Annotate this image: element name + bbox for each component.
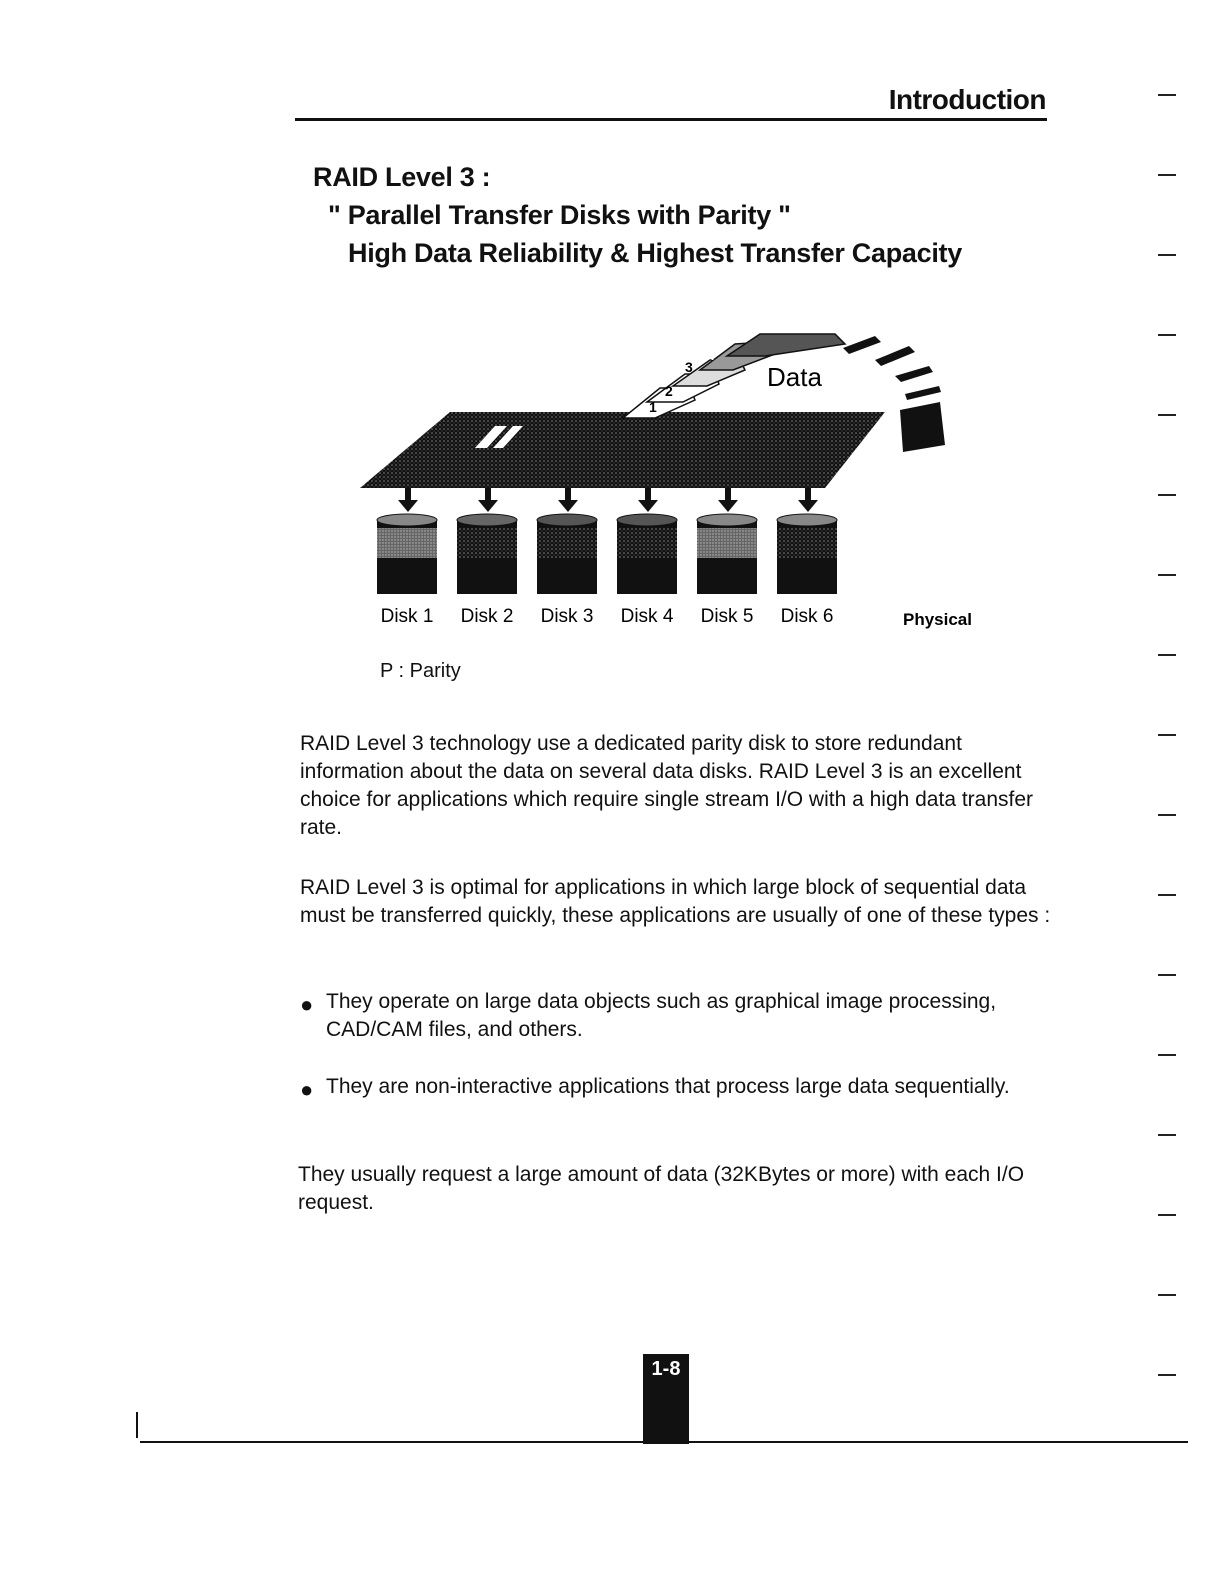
disk-4-icon [617, 514, 677, 594]
bullet-text: They are non-interactive applications that process large data sequentially. [326, 1075, 1010, 1098]
host-block [900, 402, 945, 452]
margin-tick [1158, 174, 1176, 176]
section-header: Introduction [888, 84, 1046, 115]
disk-arrow [558, 488, 578, 512]
margin-tick [1158, 814, 1176, 816]
margin-tick [1158, 974, 1176, 976]
block-number: 2 [665, 383, 673, 399]
disk-3-icon [537, 514, 597, 594]
margin-tick [1158, 1054, 1176, 1056]
page-title: RAID Level 3 : [313, 162, 491, 192]
disk-array [377, 488, 837, 594]
header-rule [295, 118, 1047, 121]
bullet-item [300, 1073, 1046, 1101]
block-number: 4 [707, 347, 715, 363]
disk-label: Disk 6 [780, 606, 834, 627]
margin-tick [1158, 1134, 1176, 1136]
disk-2-icon [457, 514, 517, 594]
margin-tick [1158, 1374, 1176, 1376]
disk-arrow [798, 488, 818, 512]
disk-arrow [638, 488, 658, 512]
paragraph-optimal-uses: RAID Level 3 is optimal for applications in which large block of sequential data must be transferred quickly, these applications are usually of one of these types : [300, 876, 1051, 927]
bullet-dot-icon: ● [300, 992, 314, 1017]
page-tagline: High Data Reliability & Highest Transfer Capacity [348, 238, 962, 268]
disk-5-icon [697, 514, 757, 594]
margin-tick [1158, 414, 1176, 416]
disk-1-icon [377, 514, 437, 594]
page-number: 1-8 [651, 1358, 681, 1380]
disk-label: Disk 5 [700, 606, 754, 627]
data-label: Data [767, 362, 822, 392]
data-flow-dashes [843, 336, 941, 400]
disk-arrow [718, 488, 738, 512]
disk-label: Disk 1 [380, 606, 434, 627]
raid3-diagram [355, 320, 995, 650]
bullet-item [300, 988, 1046, 1044]
margin-tick [1158, 1214, 1176, 1216]
disk-label: Disk 4 [620, 606, 674, 627]
block-number: 3 [685, 359, 693, 375]
parity-legend: P : Parity [380, 660, 461, 682]
margin-tick [1158, 734, 1176, 736]
bullet-dot-icon: ● [300, 1077, 314, 1102]
margin-tick [1158, 254, 1176, 256]
margin-tick [1158, 334, 1176, 336]
page-subtitle: " Parallel Transfer Disks with Parity " [328, 200, 791, 230]
footer-tick [136, 1412, 138, 1438]
disk-label: Disk 2 [460, 606, 514, 627]
paragraph-request-size: They usually request a large amount of data (32KBytes or more) with each I/O request. [298, 1163, 1025, 1214]
bullet-text: They operate on large data objects such as graphical image processing, CAD/CAM files, and others. [326, 990, 997, 1041]
footer-rule [140, 1441, 1188, 1443]
physical-label: Physical [903, 610, 972, 629]
margin-tick [1158, 574, 1176, 576]
block-number: 1 [649, 399, 657, 415]
paragraph-overview: RAID Level 3 technology use a dedicated parity disk to store redundant information about the data on several data disks. RAID Level 3 is an excellent choice for applications which require single stream I/O with a high data transfer rate. [300, 732, 1034, 839]
disk-arrow [398, 488, 418, 512]
disk-arrow [478, 488, 498, 512]
disk-6-icon [777, 514, 837, 594]
controller-board [360, 412, 885, 488]
margin-tick [1158, 654, 1176, 656]
margin-tick [1158, 494, 1176, 496]
margin-tick [1158, 94, 1176, 96]
disk-label: Disk 3 [540, 606, 594, 627]
margin-tick [1158, 894, 1176, 896]
margin-tick [1158, 1294, 1176, 1296]
